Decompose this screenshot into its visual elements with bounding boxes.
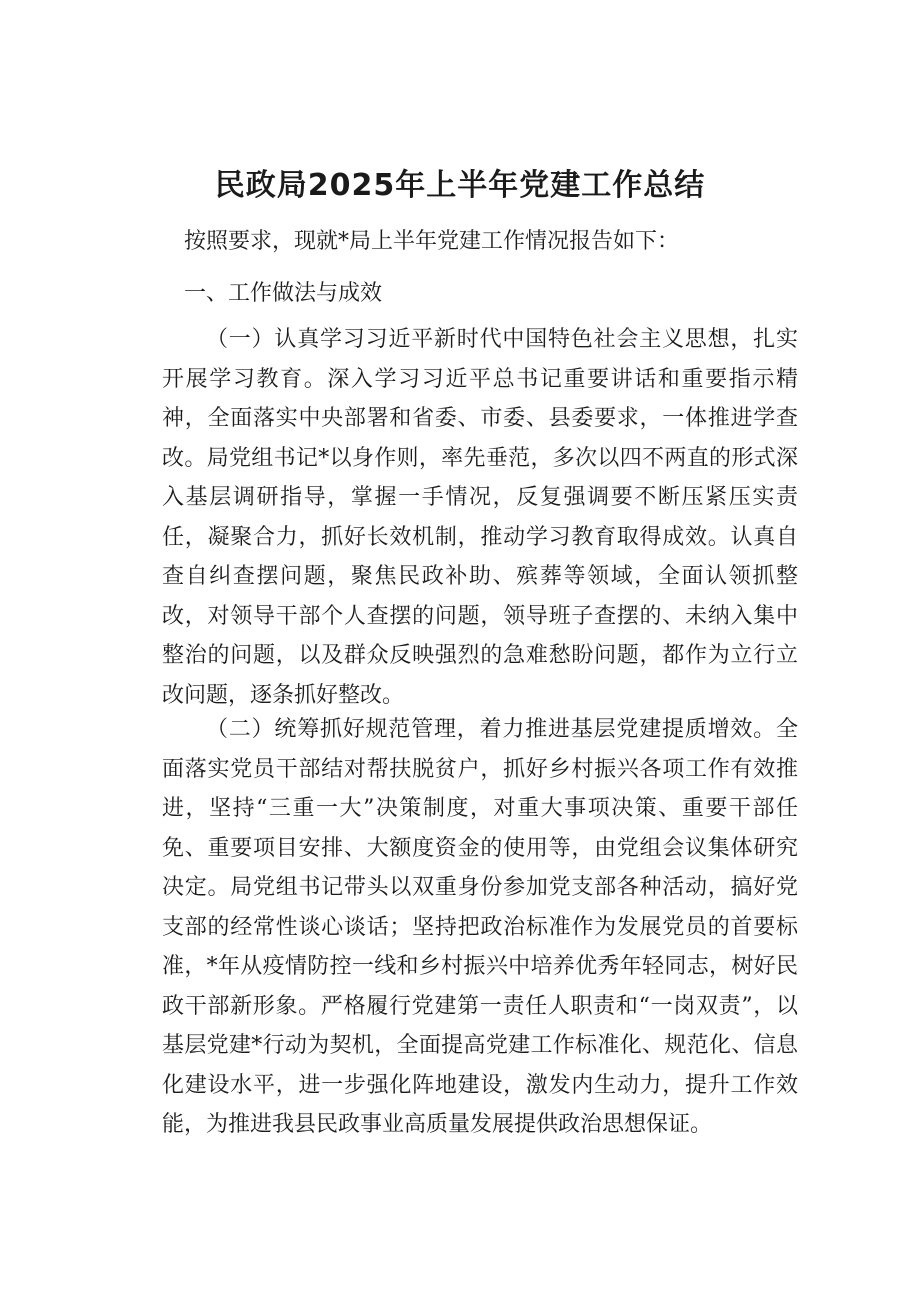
paragraph-1: （一）认真学习习近平新时代中国特色社会主义思想，扎实开展学习教育。深入学习习近平总书记重要讲话和重要指示精神，全面落实中央部署和省委、市委、县委要求，一体推进学查改。局党组书记*以身作则，率先垂范，多次以四不两直的形式深入基层调研指导，掌握一手情况，反复强调要不断压紧压实责任，凝聚合力，抓好长效机制，推动学习教育取得成效。认真自查自纠查摆问题，聚焦民政补助、殡葬等领域，全面认领抓整改，对领导干部个人查摆的问题，领导班子查摆的、未纳入集中整治的问题，以及群众反映强烈的急难愁盼问题，都作为立行立改问题，逐条抓好整改。 (162, 327, 798, 708)
section-heading: 一、工作做法与成效 (184, 281, 383, 306)
document-title: 民政局2025年上半年党建工作总结 (214, 168, 706, 203)
paragraph-2: （二）统筹抓好规范管理，着力推进基层党建提质增效。全面落实党员干部结对帮扶脱贫户，抓好乡村振兴各项工作有效推进，坚持“三重一大”决策制度，对重大事项决策、重要干部任免、重要项目安排、大额度资金的使用等，由党组会议集体研究决定。局党组书记带头以双重身份参加党支部各种活动，搞好党支部的经常性谈心谈话；坚持把政治标准作为发展党员的首要标准，*年从疫情防控一线和乡村振兴中培养优秀年轻同志，树好民政干部新形象。严格履行党建第一责任人职责和“一岗双责”，以基层党建*行动为契机，全面提高党建工作标准化、规范化、信息化建设水平，进一步强化阵地建设，激发内生动力，提升工作效能，为推进我县民政事业高质量发展提供政治思想保证。 (162, 717, 798, 1137)
intro-paragraph: 按照要求，现就*局上半年党建工作情况报告如下： (184, 229, 680, 254)
